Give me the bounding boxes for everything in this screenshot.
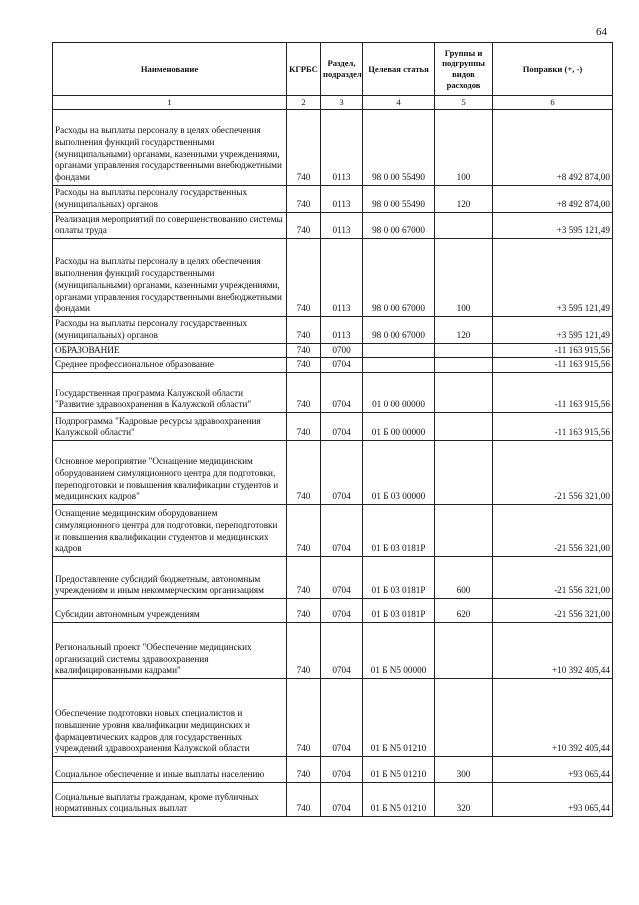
page-number: 64 <box>596 26 607 38</box>
row-name: Реализация мероприятий по совершенствованию системы оплаты труда <box>53 212 287 239</box>
row-target: 98 0 00 67000 <box>363 212 435 239</box>
row-section: 0704 <box>321 373 363 413</box>
row-section: 0704 <box>321 358 363 373</box>
row-group <box>435 358 493 373</box>
row-name: Расходы на выплаты персоналу в целях обеспечения выполнения функций государственными (муниципальными) органами, казенными учреждениями, органами управления государственными внебюджетными фондами <box>53 239 287 317</box>
row-group <box>435 343 493 358</box>
table-row <box>53 441 613 505</box>
row-kgrbs: 740 <box>287 317 321 344</box>
column-number: 2 <box>287 96 321 110</box>
row-group <box>435 623 493 679</box>
table-row <box>53 343 613 358</box>
table-row <box>53 783 613 817</box>
row-name: Среднее профессиональное образование <box>53 358 287 373</box>
row-group: 100 <box>435 239 493 317</box>
row-name: Расходы на выплаты персоналу государственных (муниципальных) органов <box>53 317 287 344</box>
row-section: 0704 <box>321 757 363 783</box>
row-amount: -11 163 915,56 <box>493 343 613 358</box>
row-section: 0704 <box>321 783 363 817</box>
row-name: Основное мероприятие "Оснащение медицинским оборудованием симуляционного центра для подготовки, переподготовки и повышения квалификации студентов и медицинских кадров" <box>53 441 287 505</box>
row-amount: +10 392 405,44 <box>493 623 613 679</box>
row-group <box>435 373 493 413</box>
header-groups: Группы и подгруппы видов расходов <box>435 43 493 96</box>
row-amount: -11 163 915,56 <box>493 358 613 373</box>
row-section: 0113 <box>321 110 363 186</box>
row-name: Предоставление субсидий бюджетным, автономным учреждениям и иным некоммерческим организациям <box>53 557 287 599</box>
row-section: 0704 <box>321 557 363 599</box>
row-group: 300 <box>435 757 493 783</box>
row-amount: -21 556 321,00 <box>493 441 613 505</box>
row-target: 98 0 00 55490 <box>363 186 435 213</box>
row-target: 98 0 00 67000 <box>363 239 435 317</box>
row-target: 98 0 00 55490 <box>363 110 435 186</box>
row-target: 01 Б 03 0181Р <box>363 599 435 623</box>
row-section: 0113 <box>321 212 363 239</box>
row-name: Расходы на выплаты персоналу государственных (муниципальных) органов <box>53 186 287 213</box>
row-name: Субсидии автономным учреждениям <box>53 599 287 623</box>
row-group: 120 <box>435 186 493 213</box>
row-group: 600 <box>435 557 493 599</box>
row-kgrbs: 740 <box>287 343 321 358</box>
header-section: Раздел, подраздел <box>321 43 363 96</box>
table-row <box>53 239 613 317</box>
row-target: 01 Б N5 01210 <box>363 783 435 817</box>
table-row <box>53 679 613 757</box>
row-kgrbs: 740 <box>287 757 321 783</box>
header-kgrbs: КГРБС <box>287 43 321 96</box>
row-amount: -11 163 915,56 <box>493 373 613 413</box>
table-header-row <box>53 43 613 96</box>
table-row <box>53 623 613 679</box>
row-group: 120 <box>435 317 493 344</box>
row-amount: +3 595 121,49 <box>493 212 613 239</box>
column-number: 3 <box>321 96 363 110</box>
row-group <box>435 212 493 239</box>
row-kgrbs: 740 <box>287 505 321 557</box>
row-section: 0704 <box>321 679 363 757</box>
table-row <box>53 212 613 239</box>
table-row <box>53 373 613 413</box>
header-amendments: Поправки (+, -) <box>493 43 613 96</box>
budget-amendments-table <box>52 42 613 817</box>
row-kgrbs: 740 <box>287 110 321 186</box>
row-kgrbs: 740 <box>287 239 321 317</box>
row-section: 0704 <box>321 441 363 505</box>
row-group: 100 <box>435 110 493 186</box>
row-name: Расходы на выплаты персоналу в целях обеспечения выполнения функций государственными (муниципальными) органами, казенными учреждениями, органами управления государственными внебюджетными фондами <box>53 110 287 186</box>
table-row <box>53 757 613 783</box>
row-name: Оснащение медицинским оборудованием симуляционного центра для подготовки, переподготовки и повышения квалификации студентов и медицинских кадров <box>53 505 287 557</box>
table-row <box>53 110 613 186</box>
row-group <box>435 413 493 441</box>
row-kgrbs: 740 <box>287 441 321 505</box>
row-target: 01 Б 03 00000 <box>363 441 435 505</box>
row-target <box>363 343 435 358</box>
table-row <box>53 358 613 373</box>
row-target: 01 Б 03 0181Р <box>363 505 435 557</box>
table-row <box>53 186 613 213</box>
row-kgrbs: 740 <box>287 557 321 599</box>
row-kgrbs: 740 <box>287 373 321 413</box>
row-name: ОБРАЗОВАНИЕ <box>53 343 287 358</box>
row-section: 0113 <box>321 317 363 344</box>
table-row <box>53 413 613 441</box>
row-name: Государственная программа Калужской области "Развитие здравоохранения в Калужской области" <box>53 373 287 413</box>
row-target <box>363 358 435 373</box>
row-target: 01 Б N5 00000 <box>363 623 435 679</box>
row-section: 0113 <box>321 239 363 317</box>
row-name: Региональный проект "Обеспечение медицинских организаций системы здравоохранения квалифицированными кадрами" <box>53 623 287 679</box>
row-group <box>435 679 493 757</box>
row-amount: -11 163 915,56 <box>493 413 613 441</box>
row-target: 98 0 00 67000 <box>363 317 435 344</box>
row-target: 01 Б 00 00000 <box>363 413 435 441</box>
column-number: 4 <box>363 96 435 110</box>
row-group: 620 <box>435 599 493 623</box>
row-kgrbs: 740 <box>287 186 321 213</box>
row-name: Социальное обеспечение и иные выплаты населению <box>53 757 287 783</box>
row-section: 0700 <box>321 343 363 358</box>
column-number-row <box>53 96 613 110</box>
row-amount: +10 392 405,44 <box>493 679 613 757</box>
row-amount: +8 492 874,00 <box>493 186 613 213</box>
row-amount: +93 065,44 <box>493 783 613 817</box>
column-number: 6 <box>493 96 613 110</box>
row-kgrbs: 740 <box>287 212 321 239</box>
row-section: 0704 <box>321 599 363 623</box>
column-number: 1 <box>53 96 287 110</box>
row-kgrbs: 740 <box>287 783 321 817</box>
row-kgrbs: 740 <box>287 358 321 373</box>
row-amount: +3 595 121,49 <box>493 317 613 344</box>
row-amount: +8 492 874,00 <box>493 110 613 186</box>
row-kgrbs: 740 <box>287 599 321 623</box>
header-target: Целевая статья <box>363 43 435 96</box>
header-name: Наименование <box>53 43 287 96</box>
table-row <box>53 599 613 623</box>
row-name: Социальные выплаты гражданам, кроме публичных нормативных социальных выплат <box>53 783 287 817</box>
row-amount: -21 556 321,00 <box>493 599 613 623</box>
row-section: 0704 <box>321 505 363 557</box>
row-name: Подпрограмма "Кадровые ресурсы здравоохранения Калужской области" <box>53 413 287 441</box>
row-kgrbs: 740 <box>287 623 321 679</box>
row-group: 320 <box>435 783 493 817</box>
row-target: 01 0 00 00000 <box>363 373 435 413</box>
row-group <box>435 441 493 505</box>
row-target: 01 Б N5 01210 <box>363 679 435 757</box>
row-target: 01 Б N5 01210 <box>363 757 435 783</box>
table-row <box>53 557 613 599</box>
row-target: 01 Б 03 0181Р <box>363 557 435 599</box>
row-group <box>435 505 493 557</box>
row-kgrbs: 740 <box>287 679 321 757</box>
row-amount: +3 595 121,49 <box>493 239 613 317</box>
row-amount: -21 556 321,00 <box>493 505 613 557</box>
row-section: 0704 <box>321 623 363 679</box>
row-kgrbs: 740 <box>287 413 321 441</box>
row-section: 0704 <box>321 413 363 441</box>
row-section: 0113 <box>321 186 363 213</box>
row-amount: -21 556 321,00 <box>493 557 613 599</box>
column-number: 5 <box>435 96 493 110</box>
row-name: Обеспечение подготовки новых специалистов и повышение уровня квалификации медицинских и фармацевтических кадров для государственных учреждений здравоохранения Калужской области <box>53 679 287 757</box>
row-amount: +93 065,44 <box>493 757 613 783</box>
table-row <box>53 505 613 557</box>
table-row <box>53 317 613 344</box>
